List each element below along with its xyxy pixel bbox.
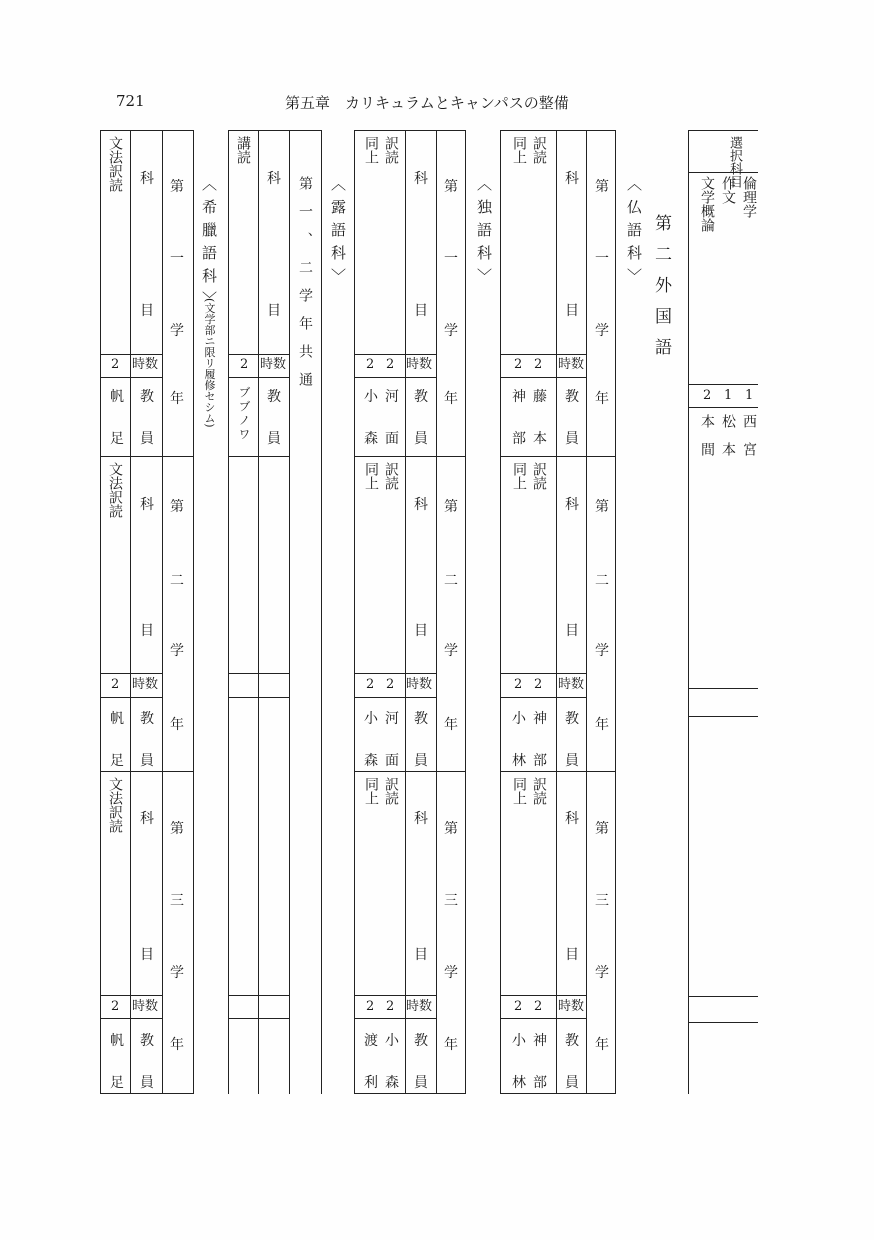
russian-years: 第一、二学年共通 (297, 176, 313, 400)
elective-teacher-1: 西宮 (741, 414, 757, 470)
elective-hours-2: 1 (724, 388, 733, 403)
year-label: 第 (170, 179, 184, 195)
teacher-label: 教 (140, 389, 154, 405)
russian-teacher: ブブノワ (237, 386, 251, 442)
german-y1-hours-1: 2 (366, 357, 375, 372)
page-number: 721 (116, 92, 145, 110)
german-y1-translation: 訳読 (383, 136, 399, 164)
greek-y3-hours: 2 (111, 999, 120, 1014)
russian-subject: 講読 (235, 136, 251, 164)
subject-label: 科 (140, 171, 154, 187)
greek-y1-teacher-2: 足 (110, 431, 124, 447)
german-y1-hours-2: 2 (386, 357, 395, 372)
second-foreign-language-heading: 第二外国語 (651, 214, 671, 369)
greek-title: 〈希臘語科〉 (200, 176, 218, 314)
greek-note: (文学部ニ限リ履修セシム) (203, 298, 216, 428)
russian-title: 〈露語科〉 (329, 176, 347, 291)
greek-y3-teacher-1: 帆 (110, 1033, 124, 1049)
elective-teacher-2: 松本 (720, 414, 736, 470)
russian-hours: 2 (240, 357, 249, 372)
greek-y3-teacher-2: 足 (110, 1075, 124, 1091)
greek-y3-subject: 文法訳読 (107, 777, 123, 833)
elective-subject-3: 文学概論 (699, 176, 715, 232)
elective-hours-3: 2 (703, 388, 712, 403)
greek-y2-teacher-2: 足 (110, 753, 124, 769)
greek-y1-subject: 文法訳読 (107, 136, 123, 192)
electives-label: 選択科目 (727, 136, 742, 188)
greek-y2-subject: 文法訳読 (107, 462, 123, 518)
elective-subject-2: 作文 (720, 176, 736, 204)
greek-y1-teacher-1: 帆 (110, 389, 124, 405)
greek-y1-hours: 2 (111, 357, 120, 372)
chapter-title: 第五章 カリキュラムとキャンパスの整備 (285, 94, 569, 112)
french-title: 〈仏語科〉 (625, 176, 643, 291)
elective-teacher-3: 本間 (699, 414, 715, 470)
elective-hours-1: 1 (745, 388, 754, 403)
hours-label: 時数 (132, 357, 159, 372)
greek-y2-hours: 2 (111, 677, 120, 692)
german-y1-ditto: 同上 (363, 136, 379, 164)
german-title: 〈独語科〉 (475, 176, 493, 291)
elective-subject-1: 倫理学 (741, 176, 757, 218)
greek-y2-teacher-1: 帆 (110, 711, 124, 727)
